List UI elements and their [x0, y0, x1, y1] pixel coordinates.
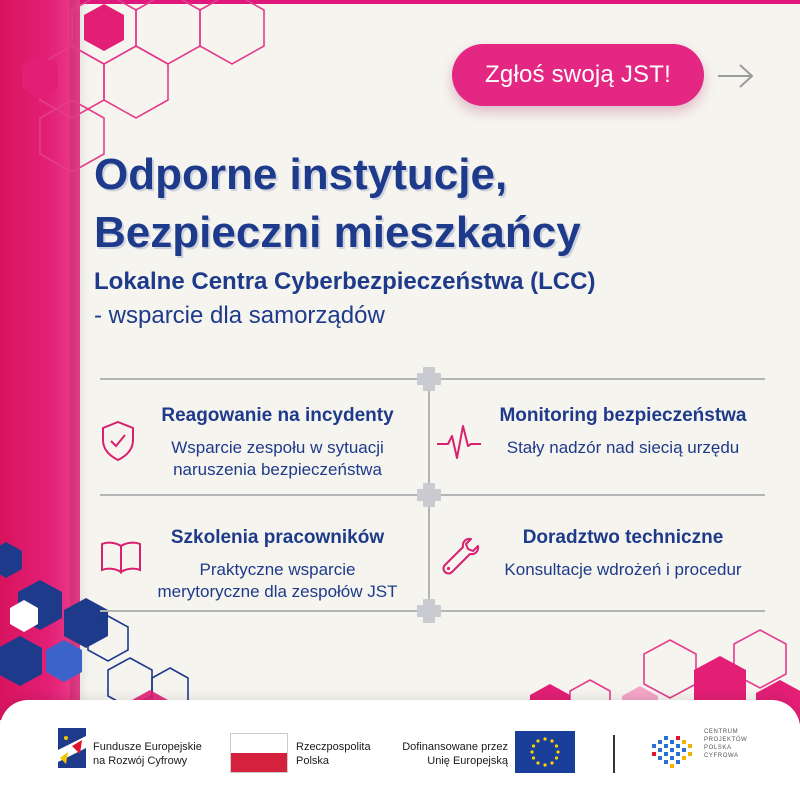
- submit-jst-button-label: Zgłoś swoją JST!: [485, 61, 671, 88]
- fe-logo-text: [93, 740, 202, 768]
- polish-flag: [230, 733, 288, 773]
- eu-logo-text-line-2: Unię Europejską: [427, 755, 508, 767]
- eu-logo-text-line-1: Dofinansowane przez: [402, 741, 508, 753]
- cpc-logo-text-line-4: CYFROWA: [704, 753, 739, 759]
- feature-description-line-2: naruszenia bezpieczeństwa: [173, 460, 382, 479]
- cpc-logo-text: [704, 728, 747, 760]
- headline-line-1: Odporne instytucje,: [94, 150, 508, 199]
- eu-flag: [515, 731, 575, 773]
- subheadline-tagline: - wsparcie dla samorządów: [94, 302, 385, 329]
- fe-logo-text-line-1: Fundusze Europejskie: [93, 741, 202, 753]
- rp-logo-text-line-1: Rzeczpospolita: [296, 741, 371, 753]
- feature-card-monitoring: [478, 404, 768, 459]
- rp-logo-text: [296, 740, 371, 768]
- book-icon: [100, 540, 142, 574]
- fe-logo: [58, 728, 86, 768]
- feature-description: [140, 437, 415, 481]
- rp-logo-text-line-2: Polska: [296, 755, 330, 767]
- feature-description-line-1: Wsparcie zespołu w sytuacji: [171, 438, 384, 457]
- feature-title: Doradztwo techniczne: [522, 527, 724, 548]
- feature-card-training: [140, 526, 415, 603]
- feature-title: Monitoring bezpieczeństwa: [499, 405, 747, 426]
- footer-divider: [613, 735, 615, 773]
- cpc-logo-text-line-1: CENTRUM: [704, 729, 739, 735]
- wrench-icon: [441, 536, 481, 576]
- feature-title: Szkolenia pracowników: [170, 527, 385, 548]
- feature-card-consulting: [478, 526, 768, 581]
- feature-description-line-2: merytoryczne dla zespołów JST: [157, 582, 398, 601]
- shield-check-icon: [100, 420, 136, 462]
- headline-line-2: Bezpieczni mieszkańcy: [94, 208, 581, 257]
- fe-logo-text-line-2: na Rozwój Cyfrowy: [93, 755, 188, 767]
- feature-description: [478, 437, 768, 459]
- heartbeat-icon: [436, 422, 482, 462]
- feature-description-line-1: Stały nadzór nad siecią urzędu: [506, 438, 740, 457]
- feature-description-line-1: Praktyczne wsparcie: [199, 560, 356, 579]
- feature-title: Reagowanie na incydenty: [161, 405, 394, 426]
- feature-description-line-1: Konsultacje wdrożeń i procedur: [504, 560, 742, 579]
- cpc-logo-text-line-3: POLSKA: [704, 745, 732, 751]
- feature-description: [140, 559, 415, 603]
- eu-logo-text: [390, 740, 508, 768]
- subheadline: Lokalne Centra Cyberbezpieczeństwa (LCC): [94, 268, 596, 295]
- cpc-logo-text-line-2: PROJEKTÓW: [704, 737, 748, 743]
- cpc-logo-mark: [650, 734, 698, 770]
- feature-description: [478, 559, 768, 581]
- feature-card-incident-response: [140, 404, 415, 481]
